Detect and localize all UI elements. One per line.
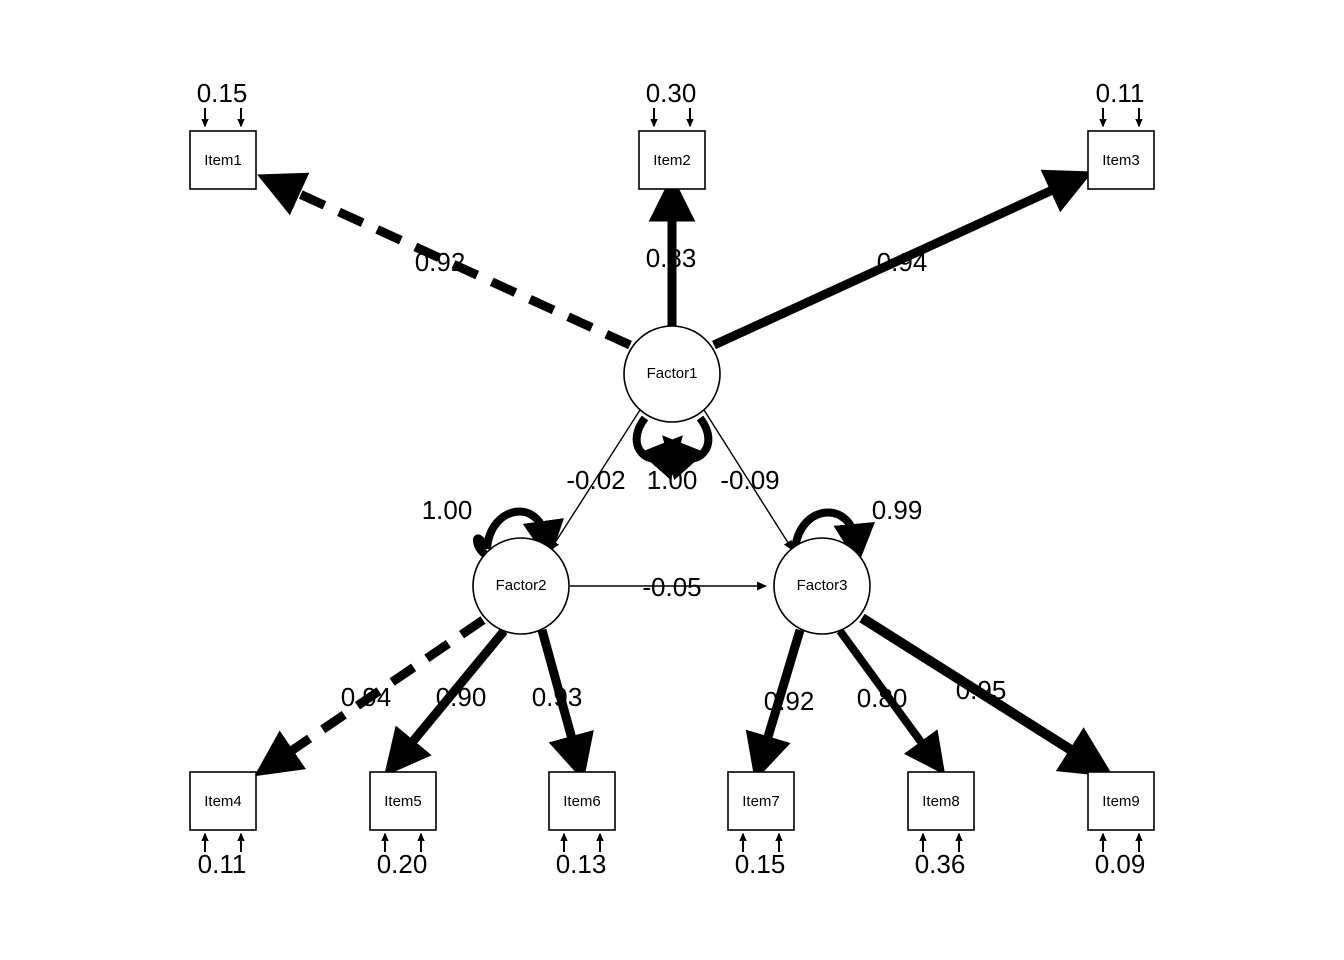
path-label-factor1-factor3: -0.09 bbox=[720, 464, 780, 495]
node-item8[interactable] bbox=[908, 772, 974, 830]
node-label: Item7 bbox=[742, 792, 780, 810]
node-label: Factor2 bbox=[495, 576, 547, 594]
residual-label-item3: 0.11 bbox=[1095, 77, 1145, 108]
node-label: Item9 bbox=[1102, 792, 1140, 810]
residual-arrows-item3 bbox=[1103, 108, 1139, 126]
node-label: Factor3 bbox=[796, 576, 848, 594]
variance-label-factor3: 0.99 bbox=[871, 494, 923, 525]
variance-loop-factor1 bbox=[637, 418, 709, 459]
loading-label-factor3-item9: 0.95 bbox=[955, 674, 1007, 705]
node-label: Item4 bbox=[204, 792, 242, 810]
residual-label-item9: 0.09 bbox=[1094, 848, 1146, 879]
residual-label-item2: 0.30 bbox=[645, 77, 697, 108]
node-item4[interactable] bbox=[190, 772, 256, 830]
node-label: Item8 bbox=[922, 792, 960, 810]
node-item9[interactable] bbox=[1088, 772, 1154, 830]
node-factor1[interactable] bbox=[624, 326, 720, 422]
residual-arrows-item2 bbox=[654, 108, 690, 126]
node-label: Item6 bbox=[563, 792, 601, 810]
node-label: Item1 bbox=[204, 151, 242, 169]
variance-label-factor1: 1.00 bbox=[646, 464, 698, 495]
node-item5[interactable] bbox=[370, 772, 436, 830]
loading-label-factor1-item1: 0.92 bbox=[414, 246, 466, 277]
node-item1[interactable] bbox=[190, 131, 256, 189]
path-label-factor2-factor3: -0.05 bbox=[642, 571, 702, 602]
loading-label-factor1-item2: 0.83 bbox=[645, 242, 697, 273]
path-label-factor1-factor2: -0.02 bbox=[566, 464, 626, 495]
node-label: Item3 bbox=[1102, 151, 1140, 169]
loading-label-factor3-item7: 0.92 bbox=[763, 685, 815, 716]
node-item3[interactable] bbox=[1088, 131, 1154, 189]
residual-label-item5: 0.20 bbox=[376, 848, 428, 879]
residual-label-item8: 0.36 bbox=[914, 848, 966, 879]
residual-arrows-item1 bbox=[205, 108, 241, 126]
node-item2[interactable] bbox=[639, 131, 705, 189]
node-label: Item2 bbox=[653, 151, 691, 169]
loading-label-factor2-item6: 0.93 bbox=[531, 681, 583, 712]
residual-label-item6: 0.13 bbox=[555, 848, 607, 879]
residual-label-item1: 0.15 bbox=[196, 77, 248, 108]
node-item6[interactable] bbox=[549, 772, 615, 830]
residual-label-item7: 0.15 bbox=[734, 848, 786, 879]
loading-label-factor3-item8: 0.80 bbox=[856, 682, 908, 713]
loading-label-factor2-item4: 0.94 bbox=[340, 681, 392, 712]
node-factor3[interactable] bbox=[774, 538, 870, 634]
node-label: Factor1 bbox=[646, 364, 698, 382]
node-label: Item5 bbox=[384, 792, 422, 810]
variance-label-factor2: 1.00 bbox=[421, 494, 473, 525]
loading-label-factor1-item3: 0.94 bbox=[876, 246, 928, 277]
node-item7[interactable] bbox=[728, 772, 794, 830]
node-factor2[interactable] bbox=[473, 538, 569, 634]
residual-label-item4: 0.11 bbox=[197, 848, 247, 879]
loading-label-factor2-item5: 0.90 bbox=[435, 681, 487, 712]
